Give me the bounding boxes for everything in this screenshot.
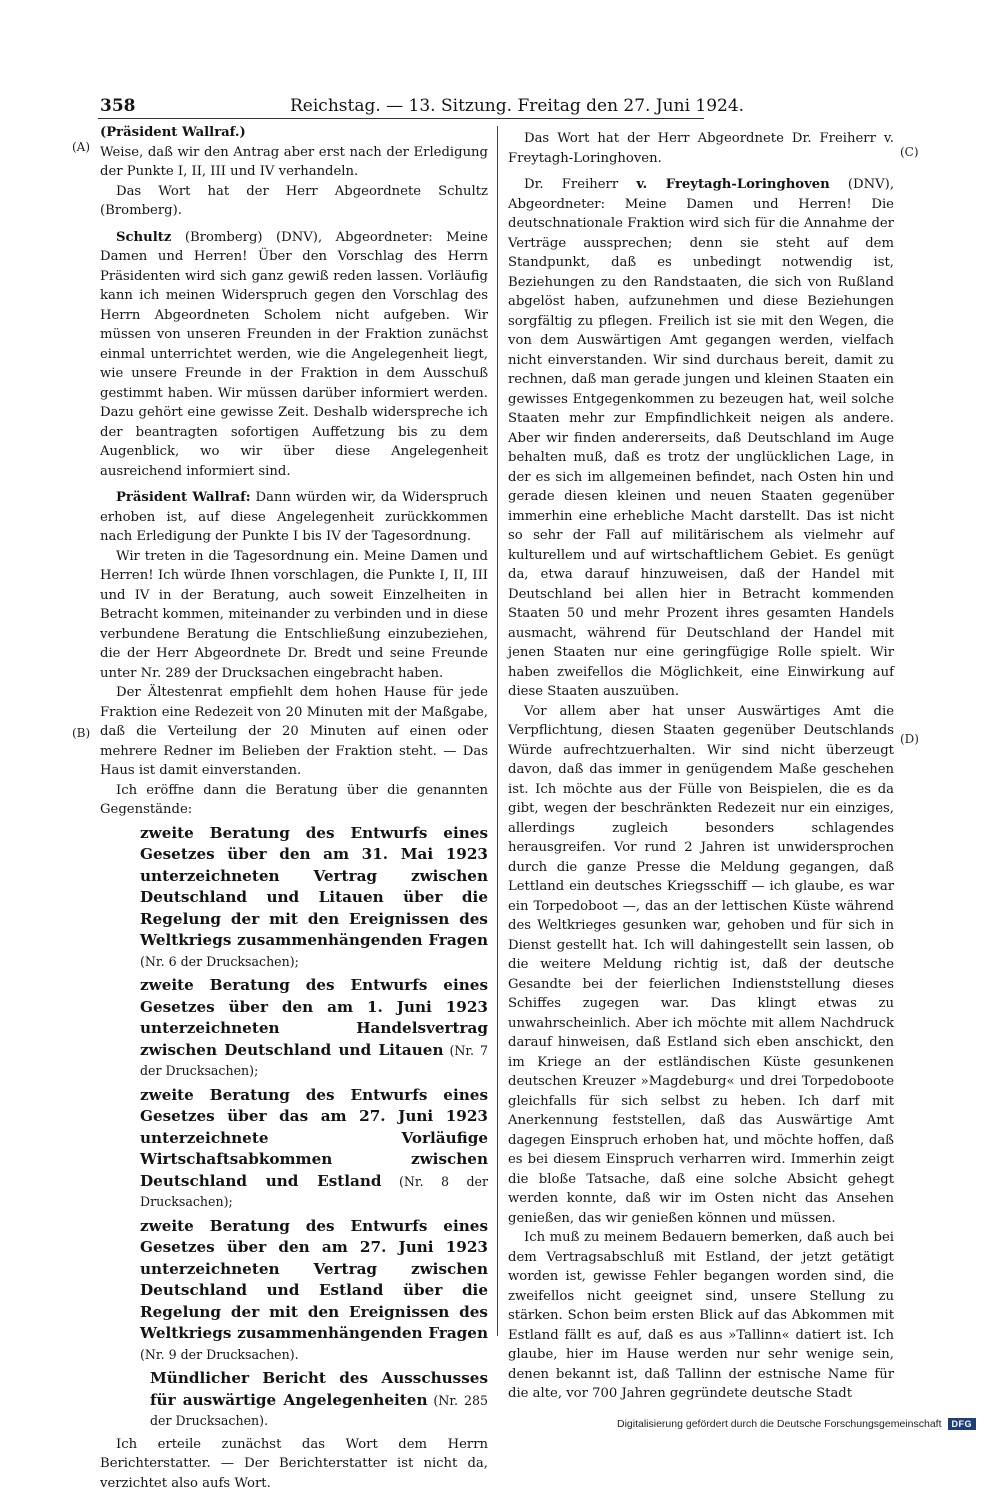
speech-paragraph: [508, 175, 894, 702]
margin-mark-a: (A): [72, 140, 90, 154]
speaker-title: Dr. Freiherr: [524, 177, 636, 192]
header-rule: [98, 118, 704, 119]
agenda-item-title: zweite Beratung des Entwurfs eines Gesetzes über den am 31. Mai 1923 unterzeichneten Vertrag zwischen Deutschland und Litauen über die Regelung der mit den Ereignissen des Weltkriegs zusammenhängenden Fragen: [140, 824, 488, 950]
speaker-name: v. Freytagh-Loringhoven: [636, 177, 829, 192]
agenda-item-ref: (Nr. 8 der Drucksachen);: [140, 1174, 488, 1210]
speech-text: (DNV), Abgeordneter: Meine Damen und Herren! Die deutschnationale Fraktion wird sich für die Annahme der Verträge aussprechen; denn sie steht auf dem Standpunkt, daß es unbedingt notwendig ist, Beziehungen zu den Randstaaten, die sich von Rußland abgelöst haben, aufzunehmen und diese Beziehungen sorgfältig zu pflegen. Freilich ist sie mit den Wegen, die von dem Auswärtigen Amt gegangen werden, vielfach nicht einverstanden. Wir sind durchaus bereit, damit zu rechnen, daß man gerade jungen und kleinen Staaten ein gewisses Entgegenkommen zu bezeugen hat, weil solche Staaten mehr zur Empfindlichkeit neigen als andere. Aber wir finden andererseits, daß Deutschland im Auge behalten muß, daß es trotz der unglücklichen Lage, in der es sich im allgemeinen befindet, nach Osten hin und gerade diesen kleinen und neuen Staaten gegenüber immerhin eine erhebliche Macht darstellt. Das ist nicht so sehr der Fall auf militärischem als vielmehr auf kulturellem und auf wirtschaftlichem Gebiet. Es genügt da, etwa darauf hinzuweisen, daß der Handel mit Deutschland bei allen hier in Betracht kommenden Staaten 50 und mehr Prozent ihres gesamten Handels ausmacht, während für Deutschland der Handel mit jenen Staaten nur eine geringfügige Rolle spielt. Wir haben zweifellos die Möglichkeit, eine Einwirkung auf diese Staaten auszuüben.: [508, 177, 894, 699]
report-ref: (Nr. 285 der Drucksachen).: [150, 1393, 488, 1429]
paragraph: Ich erteile zunächst das Wort dem Herrn Berichterstatter. — Der Berichterstatter ist nicht da, verzichtet also aufs Wort.: [100, 1435, 488, 1493]
agenda-item: [140, 1085, 488, 1213]
page-number: 358: [100, 96, 136, 116]
agenda-item-title: zweite Beratung des Entwurfs eines Gesetzes über den am 27. Juni 1923 unterzeichneten Vertrag zwischen Deutschland und Estland über die Regelung der mit den Ereignissen des Weltkriegs zusammenhängenden Fragen: [140, 1217, 488, 1343]
speech-text: Dann würden wir, da Widerspruch erhoben ist, auf diese Angelegenheit zurückkommen nach Erledigung der Punkte I bis IV der Tagesordnung.: [100, 490, 488, 544]
speaker-name: Schultz: [116, 230, 171, 245]
left-column: [100, 123, 488, 1493]
agenda-item: [140, 975, 488, 1082]
agenda-item-title: zweite Beratung des Entwurfs eines Gesetzes über das am 27. Juni 1923 unterzeichnete Vorläufige Wirtschaftsabkommen zwischen Deutschland und Estland: [140, 1086, 488, 1190]
report-item: [150, 1368, 488, 1432]
speaker-name: Präsident Wallraf:: [116, 490, 251, 505]
agenda-item-ref: (Nr. 9 der Drucksachen).: [140, 1347, 299, 1362]
paragraph: Vor allem aber hat unser Auswärtiges Amt die Verpflichtung, diesen Staaten gegenüber Deutschlands Würde aufrechtzuerhalten. Wir sind nicht überzeugt davon, daß das immer in genügendem Maße geschehen ist. Ich möchte aus der Fülle von Beispielen, die es da gibt, wegen der beschränkten Redezeit nur ein einziges, allerdings zugleich besonders schlagendes herausgreifen. Vor rund 2 Jahren ist unwidersprochen durch die ganze Presse die Meldung gegangen, daß Lettland ein deutsches Kriegsschiff — ich glaube, es war ein Torpedoboot —, das an der lettischen Küste während des Weltkrieges gesunken war, gehoben und für sich in Dienst gestellt hat. Ich will dahingestellt sein lassen, ob die weitere Meldung richtig ist, daß der deutsche Gesandte bei der feierlichen Indienststellung dieses Schiffes zugegen war. Das klingt etwas zu unwahrscheinlich. Aber ich möchte mit allem Nachdruck darauf hinweisen, daß Estland sich eben anschickt, den im Kriege an der estländischen Küste gesunkenen deutschen Kreuzer »Magdeburg« und drei Torpedoboote gleichfalls für sich selbst zu heben. Ich darf mit Anerkennung feststellen, daß das Auswärtige Amt dagegen Einspruch erhoben hat, und möchte hoffen, daß es bei diesem Einspruch verharren wird. Immerhin zeigt die bloße Tatsache, daß eine solche Absicht gehegt werden konnte, daß wir im Osten nicht das Ansehen genießen, das wir genießen können und müssen.: [508, 702, 894, 1229]
paragraph: Ich eröffne dann die Beratung über die genannten Gegenstände:: [100, 781, 488, 820]
paragraph: Wir treten in die Tagesordnung ein. Meine Damen und Herren! Ich würde Ihnen vorschlagen, die Punkte I, II, III und IV in der Beratung, auch soweit Einzelheiten in Betracht kommen, miteinander zu verbinden und in diese verbundene Beratung die Entschließung einzubeziehen, die der Herr Abgeordnete Dr. Bredt und seine Freunde unter Nr. 289 der Drucksachen eingebracht haben.: [100, 547, 488, 684]
agenda-item: [140, 823, 488, 973]
agenda-item: [140, 1216, 488, 1366]
agenda-item-ref: (Nr. 7 der Drucksachen);: [140, 1043, 488, 1079]
paragraph: Weise, daß wir den Antrag aber erst nach der Erledigung der Punkte I, II, III und IV verhandeln.: [100, 143, 488, 182]
agenda-item-title: zweite Beratung des Entwurfs eines Gesetzes über den am 1. Juni 1923 unterzeichneten Handelsvertrag zwischen Deutschland und Litauen: [140, 976, 488, 1059]
right-column: [508, 123, 894, 1404]
paragraph: Das Wort hat der Herr Abgeordnete Dr. Freiherr v. Freytagh-Loringhoven.: [508, 129, 894, 168]
paragraph: Der Ältestenrat empfiehlt dem hohen Hause für jede Fraktion eine Redezeit von 20 Minuten mit der Maßgabe, daß die Verteilung der 20 Minuten auf einen oder mehrere Redner im Belieben der Fraktion steht. — Das Haus ist damit einverstanden.: [100, 683, 488, 781]
credit-text: Digitalisierung gefördert durch die Deutsche Forschungsgemeinschaft: [617, 1418, 942, 1430]
margin-mark-b: (B): [72, 726, 90, 740]
dfg-logo: DFG: [948, 1418, 977, 1430]
carryover-speaker: (Präsident Wallraf.): [100, 123, 488, 143]
speech-paragraph: [100, 228, 488, 482]
speech-text: (Bromberg) (DNV), Abgeordneter: Meine Damen und Herren! Über den Vorschlag des Herrn Präsidenten wird sich ganz gewiß reden lassen. Vorläufig kann ich meinen Widerspruch gegen den Vorschlag des Herrn Abgeordneten Scholem nicht aufgeben. Wir müssen von unseren Freunden in der Fraktion zunächst einmal unterrichtet werden, wie die Angelegenheit liegt, wie unsere Freunde in der Fraktion in dem Ausschuß gestimmt haben. Wir müssen darüber informiert werden. Dazu gehört eine gewisse Zeit. Deshalb widerspreche ich der beantragten sofortigen Auffetzung bis zu dem Augenblick, wo wir über diese Angelegenheit ausreichend informiert sind.: [100, 230, 488, 479]
report-title: Mündlicher Bericht des Ausschusses für auswärtige Angelegenheiten: [150, 1369, 488, 1409]
agenda-item-ref: (Nr. 6 der Drucksachen);: [140, 954, 299, 969]
running-head: Reichstag. — 13. Sitzung. Freitag den 27. Juni 1924.: [290, 96, 744, 116]
column-divider: [497, 126, 498, 1336]
speech-paragraph: [100, 488, 488, 547]
margin-mark-d: (D): [900, 732, 919, 746]
digitization-credit: [617, 1418, 976, 1430]
paragraph: Das Wort hat der Herr Abgeordnete Schultz (Bromberg).: [100, 182, 488, 221]
margin-mark-c: (C): [900, 145, 919, 159]
paragraph: Ich muß zu meinem Bedauern bemerken, daß auch bei dem Vertragsabschluß mit Estland, der jetzt getätigt worden ist, gewisse Fehler begangen worden sind, die zweifellos nicht geeignet sind, unsere Stellung zu stärken. Schon beim ersten Blick auf das Abkommen mit Estland fällt es auf, daß es aus »Tallinn« datiert ist. Ich glaube, hier im Hause werden nur sehr wenige sein, denen bekannt ist, daß Tallinn der estnische Name für die alte, vor 700 Jahren gegründete deutsche Stadt: [508, 1228, 894, 1404]
